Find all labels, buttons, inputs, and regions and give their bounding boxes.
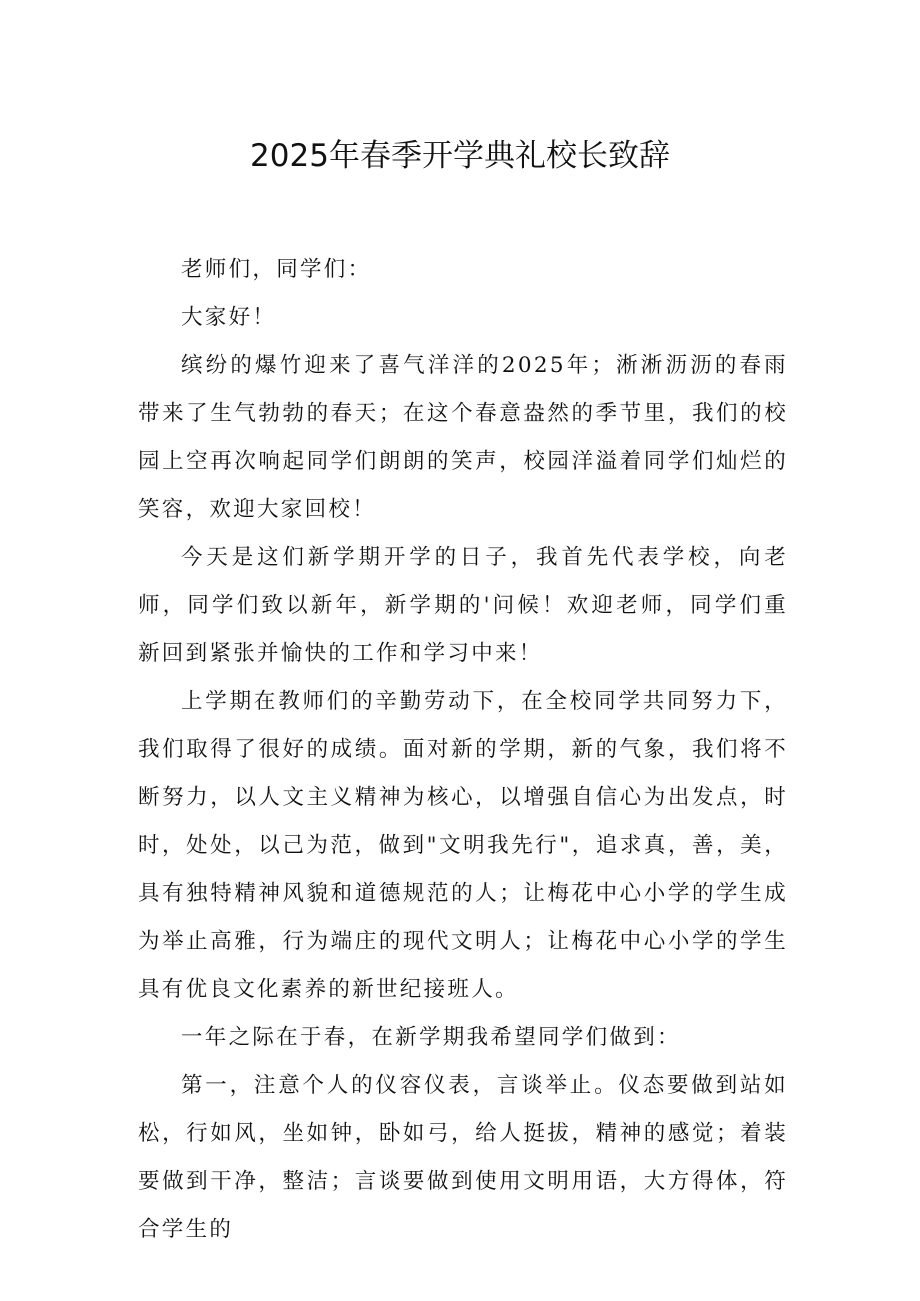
paragraph: 缤纷的爆竹迎来了喜气洋洋的2025年；淅淅沥沥的春雨带来了生气勃勃的春天；在这个春意盎然的季节里，我们的校园上空再次响起同学们朗朗的笑声，校园洋溢着同学们灿烂的笑容，欢迎大家回校！ <box>138 353 788 522</box>
greeting: 大家好！ <box>181 305 277 330</box>
salutation: 老师们，同学们： <box>181 257 372 282</box>
document-title: 2025年春季开学典礼校长致辞 <box>250 138 670 174</box>
paragraph: 一年之际在于春，在新学期我希望同学们做到： <box>181 1025 681 1050</box>
document-body <box>138 246 788 1254</box>
paragraph: 上学期在教师们的辛勤劳动下，在全校同学共同努力下，我们取得了很好的成绩。面对新的学期，新的气象，我们将不断努力，以人文主义精神为核心，以增强自信心为出发点，时时，处处，以己为范，做到"文明我先行"，追求真，善，美，具有独特精神风貌和道德规范的人；让梅花中心小学的学生成为举止高雅，行为端庄的现代文明人；让梅花中心小学的学生具有优良文化素养的新世纪接班人。 <box>138 689 788 1002</box>
paragraph: 今天是这们新学期开学的日子，我首先代表学校，向老师，同学们致以新年，新学期的'问候！欢迎老师，同学们重新回到紧张并愉快的工作和学习中来！ <box>138 545 788 666</box>
paragraph: 第一，注意个人的仪容仪表，言谈举止。仪态要做到站如松，行如风，坐如钟，卧如弓，给人挺拔，精神的感觉；着装要做到干净，整洁；言谈要做到使用文明用语，大方得体，符合学生的 <box>138 1073 788 1242</box>
